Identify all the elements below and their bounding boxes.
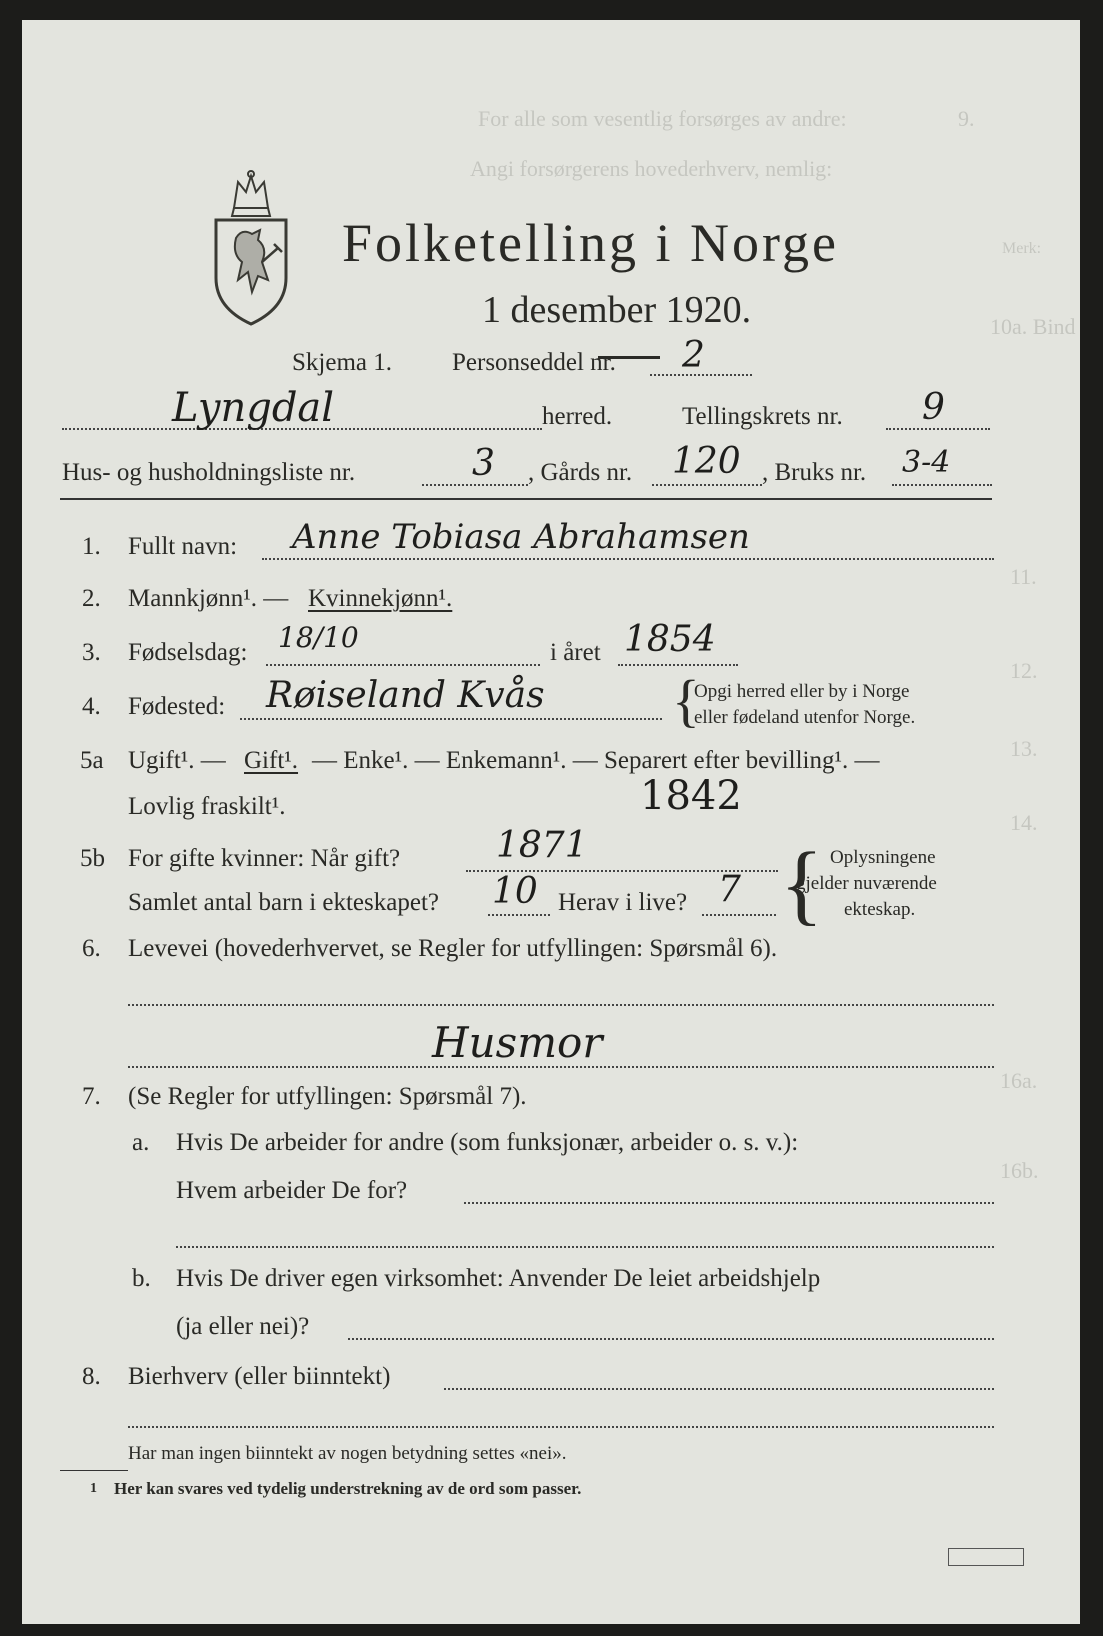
header-divider (60, 498, 992, 500)
printer-stamp (948, 1548, 1024, 1566)
ghost-text: 11. (1010, 564, 1037, 589)
q6-label: Levevei (hovederhvervet, se Regler for utfyllingen: Spørsmål 6). (128, 935, 778, 962)
tellingskrets-label: Tellingskrets nr. (682, 403, 843, 430)
full-name-value: Anne Tobiasa Abrahamsen (292, 517, 750, 557)
birthday-value: 18/10 (278, 621, 359, 654)
q8-number: 8. (82, 1363, 101, 1390)
children-label: Samlet antal barn i ekteskapet? (128, 889, 439, 916)
gards-label: , Gårds nr. (528, 459, 633, 486)
marriage-note-1: Oplysningene (830, 847, 936, 868)
side-income-field[interactable] (444, 1388, 994, 1390)
ghost-text: 12. (1010, 658, 1038, 683)
children-alive-field[interactable] (702, 914, 776, 916)
margin-note-year: 1842 (640, 773, 742, 819)
status-married-option[interactable]: Gift¹. (244, 747, 299, 774)
husliste-field[interactable] (422, 484, 528, 486)
bruks-field[interactable] (892, 484, 992, 486)
children-field[interactable] (488, 914, 550, 916)
ghost-text: 9. (958, 106, 975, 131)
birth-year-field[interactable] (618, 664, 738, 666)
tellingskrets-field[interactable] (886, 428, 990, 430)
ghost-text: 16a. (1000, 1068, 1038, 1093)
no-income-note: Har man ingen biinntekt av nogen betydning settes «nei». (128, 1443, 567, 1464)
q7a-letter: a. (132, 1129, 150, 1156)
marriage-note-3: ekteskap. (844, 899, 916, 920)
occupation-value: Husmor (432, 1018, 603, 1067)
personseddel-label: Personseddel nr. (452, 349, 616, 376)
form-title: Folketelling i Norge (342, 213, 839, 273)
marriage-note-2: gjelder nuværende (796, 873, 937, 894)
norway-coat-of-arms-icon (208, 168, 294, 326)
footnote-mark: 1 (90, 1481, 97, 1496)
birthday-field[interactable] (266, 664, 540, 666)
married-when-label: For gifte kvinner: Når gift? (128, 845, 401, 872)
herred-label: herred. (542, 403, 613, 430)
husliste-value: 3 (472, 443, 495, 484)
q5a-number: 5a (80, 747, 104, 774)
occupation-line-1[interactable] (128, 1004, 994, 1006)
children-alive-label: Herav i live? (558, 889, 688, 916)
q7a-question: Hvem arbeider De for? (176, 1177, 408, 1204)
q7b-letter: b. (132, 1265, 151, 1292)
q7-number: 7. (82, 1083, 101, 1110)
form-date: 1 desember 1920. (482, 289, 752, 331)
q6-number: 6. (82, 935, 101, 962)
q7b-text: Hvis De driver egen virksomhet: Anvender De leiet arbeidshjelp (176, 1265, 821, 1292)
skjema-label: Skjema 1. (292, 349, 392, 376)
birthplace-value: Røiseland Kvås (266, 675, 545, 716)
ghost-text: 16b. (1000, 1158, 1039, 1183)
gards-field[interactable] (652, 484, 762, 486)
tellingskrets-value: 9 (922, 387, 945, 428)
birth-year-value: 1854 (624, 619, 716, 660)
q7-label: (Se Regler for utfyllingen: Spørsmål 7). (128, 1083, 527, 1110)
bruks-label: , Bruks nr. (762, 459, 867, 486)
employer-field[interactable] (464, 1202, 994, 1204)
ghost-text: 14. (1010, 810, 1038, 835)
herred-value: Lyngdal (172, 385, 335, 431)
brace-icon: { (672, 668, 700, 733)
brace-icon: { (780, 835, 824, 934)
ghost-text: 10a. Bind (990, 314, 1076, 339)
q4-number: 4. (82, 693, 101, 720)
full-name-field[interactable] (262, 558, 994, 560)
children-value: 10 (492, 871, 538, 912)
q8-label: Bierhverv (eller biinntekt) (128, 1363, 391, 1390)
ghost-text: 13. (1010, 736, 1038, 761)
birthplace-note-2: eller fødeland utenfor Norge. (694, 707, 916, 728)
gender-male-option[interactable]: Mannkjønn¹. — (128, 585, 289, 612)
bruks-value: 3-4 (902, 445, 951, 480)
side-income-line-2[interactable] (128, 1426, 994, 1428)
q3-label: Fødselsdag: (128, 639, 248, 666)
status-divorced-option[interactable]: Lovlig fraskilt¹. (128, 793, 286, 820)
personseddel-value: 2 (682, 335, 705, 376)
hired-help-field[interactable] (348, 1338, 994, 1340)
q1-number: 1. (82, 533, 101, 560)
q5b-number: 5b (80, 845, 105, 872)
q2-number: 2. (82, 585, 101, 612)
birth-year-label: i året (550, 639, 601, 666)
married-year-value: 1871 (496, 825, 588, 866)
ghost-text: Merk: (1002, 240, 1042, 257)
q7b-question: (ja eller nei)? (176, 1313, 310, 1340)
husliste-label: Hus- og husholdningsliste nr. (62, 459, 356, 486)
birthplace-note-1: Opgi herred eller by i Norge (694, 681, 910, 702)
q4-label: Fødested: (128, 693, 226, 720)
census-form-sheet (22, 20, 1080, 1624)
gender-female-option[interactable]: Kvinnekjønn¹. (308, 585, 453, 612)
employer-line-2[interactable] (176, 1246, 994, 1248)
q1-label: Fullt navn: (128, 533, 238, 560)
status-unmarried-option[interactable]: Ugift¹. — (128, 747, 226, 774)
footnote-text: Her kan svares ved tydelig understrekning av de ord som passer. (114, 1479, 582, 1498)
ghost-text: For alle som vesentlig forsørges av andre: (478, 106, 847, 131)
status-other-options[interactable]: — Enke¹. — Enkemann¹. — Separert efter bevilling¹. — (312, 747, 880, 774)
birthplace-field[interactable] (240, 718, 662, 720)
gards-value: 120 (672, 441, 741, 482)
children-alive-value: 7 (718, 869, 741, 910)
q3-number: 3. (82, 639, 101, 666)
footnote-rule (60, 1470, 128, 1471)
q7a-text: Hvis De arbeider for andre (som funksjonær, arbeider o. s. v.): (176, 1129, 799, 1156)
ghost-text: Angi forsørgerens hovederhverv, nemlig: (470, 156, 833, 181)
